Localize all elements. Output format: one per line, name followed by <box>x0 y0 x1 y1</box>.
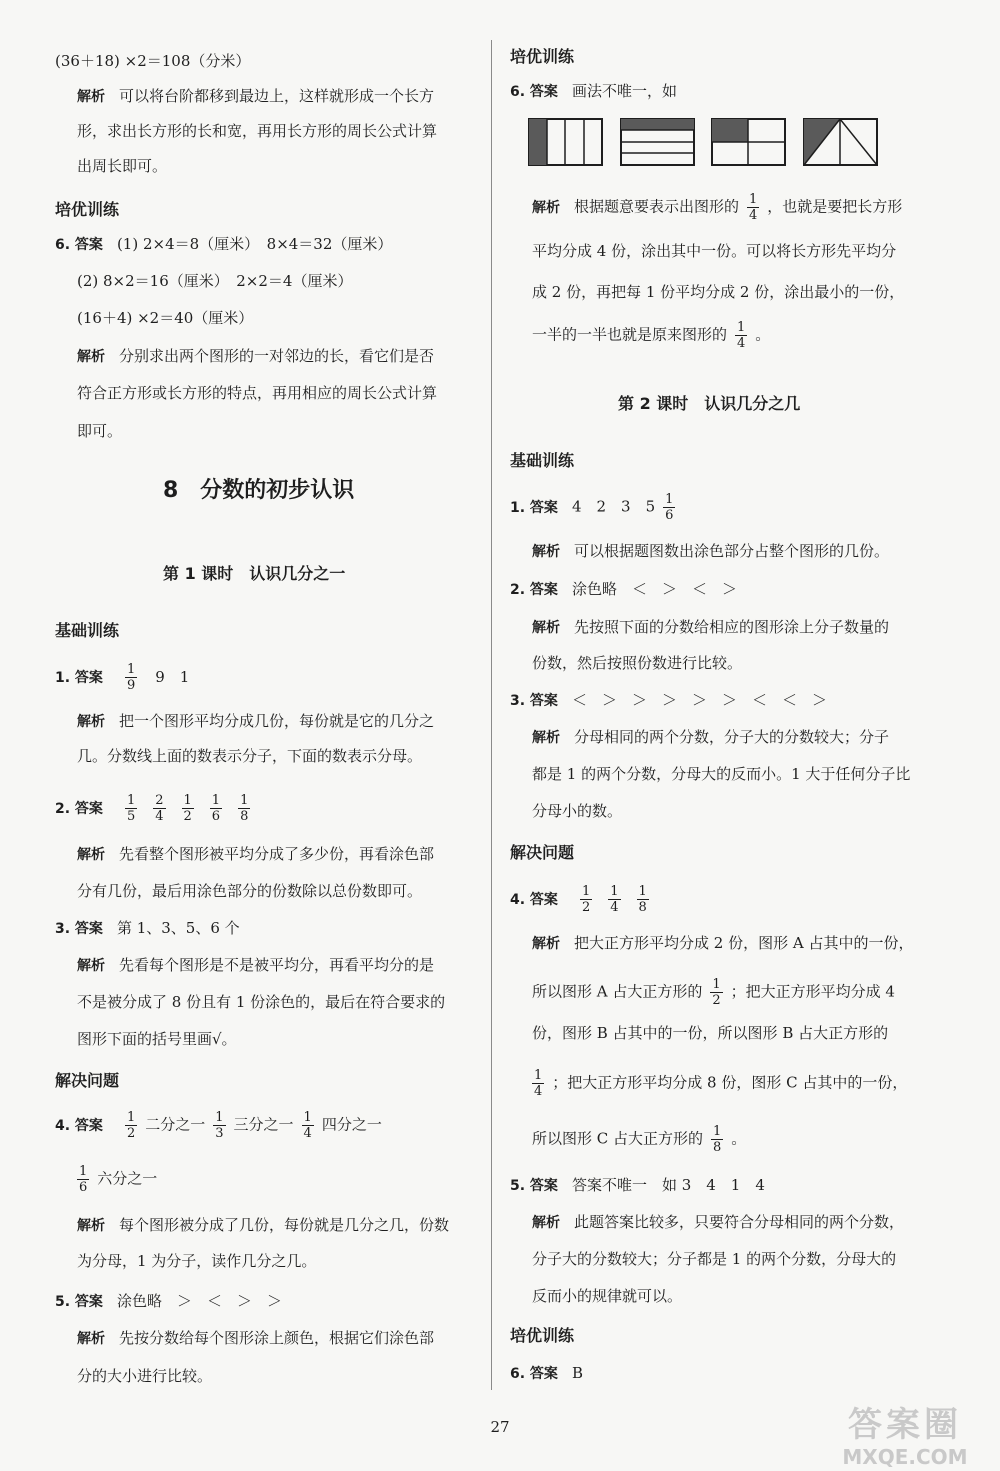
analysis-line <box>532 320 770 351</box>
analysis-text: 每个图形被分成了几份，每份就是几分之几，份数 <box>119 1216 450 1234</box>
watermark-logo <box>815 1405 995 1469</box>
section-heading-peiyou: 培优训练 <box>510 47 575 66</box>
section-heading-peiyou: 培优训练 <box>55 200 120 219</box>
fraction <box>125 1110 137 1141</box>
answer-text: 涂色略 ＞ ＜ ＞ ＞ <box>116 1292 282 1310</box>
denominator: 5 <box>126 809 136 824</box>
answer-line: (2) 8×2＝16（厘米） 2×2＝4（厘米） <box>77 272 353 290</box>
fraction <box>77 1164 89 1195</box>
fraction <box>238 793 250 824</box>
section-heading-jichu: 基础训练 <box>55 621 120 640</box>
numerator: 1 <box>79 1164 88 1179</box>
q4-answer <box>55 1110 382 1141</box>
denominator: 4 <box>303 1126 312 1141</box>
fraction <box>213 1110 225 1141</box>
lesson-title: 第 1 课时 认识几分之一 <box>163 564 346 583</box>
numerator: 1 <box>215 1110 224 1125</box>
answer-text: ＜ ＞ ＞ ＞ ＞ ＞ ＜ ＜ ＞ <box>571 691 827 709</box>
fraction <box>532 1068 544 1099</box>
analysis-line: 不是被分成了 8 份且有 1 份涂色的，最后在符合要求的 <box>77 993 446 1011</box>
analysis-text: ；把大正方形平均分成 4 <box>730 982 895 1001</box>
denominator: 9 <box>126 678 136 693</box>
fraction-reading: 三分之一 <box>233 1115 294 1134</box>
answer-line: (36＋18) ×2＝108（分米） <box>55 52 251 70</box>
q4-answer <box>510 884 657 915</box>
answer-text: B <box>571 1364 583 1382</box>
q6-answer <box>510 80 677 103</box>
fraction <box>711 1124 723 1155</box>
analysis-line <box>532 540 889 563</box>
fraction <box>182 793 194 824</box>
analysis-line: 形，求出长方形的长和宽，再用长方形的周长公式计算 <box>77 122 438 140</box>
denominator: 6 <box>665 508 674 523</box>
analysis-line: 符合正方形或长方形的特点，再用相应的周长公式计算 <box>77 384 438 402</box>
section-heading-jiejue: 解决问题 <box>55 1071 120 1090</box>
fraction <box>735 320 747 351</box>
answer-text: 涂色略 ＜ ＞ ＜ ＞ <box>571 580 737 598</box>
analysis-text: ；把大正方形平均分成 8 份，图形 C 占其中的一份， <box>552 1073 908 1092</box>
analysis-text: 把一个图形平均分成几份，每份就是它的几分之 <box>119 712 435 730</box>
q3-answer <box>510 689 827 712</box>
analysis-line: 都是 1 的两个分数，分母大的反而小。1 大于任何分子比 <box>532 765 911 783</box>
analysis-label: 解析 <box>77 714 105 730</box>
q1-answer <box>55 662 189 693</box>
section-heading-jiejue: 解决问题 <box>510 843 575 862</box>
denominator: 4 <box>737 336 746 351</box>
figure-grid-quarters <box>711 118 786 166</box>
denominator: 8 <box>713 1140 722 1155</box>
q2-answer <box>510 578 737 601</box>
analysis-text: 。 <box>731 1129 747 1148</box>
analysis-line <box>532 1211 904 1234</box>
rectangle-figures <box>528 118 908 170</box>
answer-label: 3. 答案 <box>55 921 103 937</box>
q4-answer-cont <box>77 1164 157 1195</box>
fraction <box>302 1110 314 1141</box>
numerator: 1 <box>126 793 136 808</box>
numerator: 1 <box>581 884 591 899</box>
analysis-line: 出周长即可。 <box>77 157 168 175</box>
analysis-line: 为分母，1 为分子，读作几分之几。 <box>77 1252 317 1270</box>
analysis-line <box>77 843 434 866</box>
answer-text: 答案不唯一 如 3 4 1 4 <box>571 1176 765 1194</box>
denominator: 2 <box>712 993 721 1008</box>
fraction <box>747 192 759 223</box>
analysis-line: 份，图形 B 占其中的一份，所以图形 B 占大正方形的 <box>532 1024 889 1042</box>
analysis-text: 先看整个图形被平均分成了多少份，再看涂色部 <box>119 845 435 863</box>
fraction <box>210 793 222 824</box>
denominator: 2 <box>183 809 192 824</box>
numerator: 1 <box>737 320 746 335</box>
fraction <box>710 977 722 1008</box>
denominator: 4 <box>155 809 164 824</box>
analysis-line <box>77 85 434 108</box>
answer-label: 6. 答案 <box>55 237 103 253</box>
analysis-line <box>532 977 895 1008</box>
analysis-label: 解析 <box>532 1215 560 1231</box>
answer-label: 2. 答案 <box>510 582 558 598</box>
analysis-label: 解析 <box>77 1331 105 1347</box>
analysis-label: 解析 <box>532 199 560 216</box>
answer-label: 3. 答案 <box>510 693 558 709</box>
analysis-text: 分母相同的两个分数，分子大的分数较大；分子 <box>574 728 890 746</box>
numerator: 1 <box>665 492 674 507</box>
analysis-line: 分的大小进行比较。 <box>77 1367 213 1385</box>
answer-label: 6. 答案 <box>510 1366 558 1382</box>
analysis-label: 解析 <box>77 958 105 974</box>
numerator: 1 <box>638 884 647 899</box>
numerator: 1 <box>183 793 192 808</box>
analysis-text: 把大正方形平均分成 2 份，图形 A 占其中的一份， <box>574 934 914 952</box>
answer-label: 4. 答案 <box>55 1117 103 1134</box>
section-heading-jichu: 基础训练 <box>510 451 575 470</box>
numerator: 2 <box>155 793 164 808</box>
analysis-line <box>77 710 434 733</box>
analysis-line <box>77 1327 434 1350</box>
q6-answer <box>55 233 392 256</box>
numerator: 1 <box>211 793 221 808</box>
analysis-text: 。 <box>755 325 771 344</box>
q5-answer <box>55 1290 282 1313</box>
analysis-text: 可以根据题图数出涂色部分占整个图形的几份。 <box>574 542 890 560</box>
page-number: 27 <box>490 1418 510 1436</box>
q3-answer <box>55 917 240 940</box>
numerator: 1 <box>126 662 136 677</box>
denominator: 3 <box>215 1126 224 1141</box>
analysis-label: 解析 <box>77 349 105 365</box>
analysis-line: 平均分成 4 份，涂出其中一份。可以将长方形先平均分 <box>532 242 897 260</box>
fraction <box>663 492 675 523</box>
fraction <box>580 884 592 915</box>
fraction <box>125 662 137 693</box>
answer-line: (16＋4) ×2＝40（厘米） <box>77 309 254 327</box>
denominator: 4 <box>534 1084 543 1099</box>
answer-text: 9 1 <box>155 667 190 686</box>
section-heading-peiyou: 培优训练 <box>510 1326 575 1345</box>
analysis-text: ，也就是要把长方形 <box>767 197 903 216</box>
analysis-line: 分母小的数。 <box>532 802 623 820</box>
answer-label: 1. 答案 <box>510 499 558 516</box>
analysis-line <box>532 616 889 639</box>
numerator: 1 <box>303 1110 312 1125</box>
analysis-text: 所以图形 A 占大正方形的 <box>532 982 703 1001</box>
analysis-line: 份数，然后按照份数进行比较。 <box>532 654 743 672</box>
analysis-label: 解析 <box>532 730 560 746</box>
answer-label: 1. 答案 <box>55 669 103 686</box>
fraction-reading: 六分之一 <box>97 1169 158 1188</box>
fraction-reading: 四分之一 <box>321 1115 382 1134</box>
denominator: 8 <box>240 809 249 824</box>
analysis-line <box>532 1124 746 1155</box>
answer-label: 2. 答案 <box>55 800 103 817</box>
denominator: 2 <box>581 900 591 915</box>
analysis-label: 解析 <box>532 620 560 636</box>
denominator: 4 <box>749 208 758 223</box>
answer-label: 6. 答案 <box>510 84 558 100</box>
q1-answer <box>510 492 683 523</box>
q6b-answer <box>510 1362 583 1385</box>
analysis-line: 几。分数线上面的数表示分子，下面的数表示分母。 <box>77 747 423 765</box>
column-divider <box>491 40 492 1390</box>
q2-answer <box>55 793 258 824</box>
analysis-text: 一半的一半也就是原来图形的 <box>532 325 728 344</box>
analysis-line: 反而小的规律就可以。 <box>532 1287 683 1305</box>
figure-triangle-quarters <box>803 118 878 166</box>
analysis-line <box>532 192 902 223</box>
analysis-line: 即可。 <box>77 422 123 440</box>
figure-horizontal-quarters <box>620 118 695 166</box>
analysis-line <box>532 932 913 955</box>
numerator: 1 <box>126 1110 136 1125</box>
analysis-line <box>77 1214 449 1237</box>
analysis-label: 解析 <box>77 89 105 105</box>
fraction <box>125 793 137 824</box>
answer-label: 5. 答案 <box>510 1178 558 1194</box>
analysis-line: 图形下面的括号里画√。 <box>77 1030 237 1048</box>
numerator: 1 <box>712 977 721 992</box>
analysis-text: 根据题意要表示出图形的 <box>574 197 740 216</box>
numerator: 1 <box>534 1068 543 1083</box>
lesson-title: 第 2 课时 认识几分之几 <box>618 394 801 413</box>
analysis-label: 解析 <box>532 544 560 560</box>
chapter-title: 8 分数的初步认识 <box>163 478 355 503</box>
denominator: 6 <box>211 809 221 824</box>
fraction <box>608 884 620 915</box>
analysis-text: 分别求出两个图形的一对邻边的长，看它们是否 <box>119 347 435 365</box>
analysis-line <box>77 345 434 368</box>
fraction <box>153 793 165 824</box>
analysis-line <box>532 726 889 749</box>
figure-vertical-quarters <box>528 118 603 166</box>
analysis-line <box>77 954 434 977</box>
answer-text: 4 2 3 5 <box>571 497 656 516</box>
analysis-line: 分子大的分数较大；分子都是 1 的两个分数，分母大的 <box>532 1250 897 1268</box>
analysis-line <box>532 1068 907 1099</box>
analysis-label: 解析 <box>532 936 560 952</box>
analysis-label: 解析 <box>77 1218 105 1234</box>
denominator: 8 <box>638 900 647 915</box>
analysis-label: 解析 <box>77 847 105 863</box>
analysis-text: 此题答案比较多，只要符合分母相同的两个分数， <box>574 1213 905 1231</box>
fraction <box>637 884 649 915</box>
denominator: 4 <box>610 900 619 915</box>
q5-answer <box>510 1174 765 1197</box>
analysis-line: 成 2 份，再把每 1 份平均分成 2 份，涂出最小的一份， <box>532 283 905 301</box>
answer-label: 4. 答案 <box>510 891 558 908</box>
fraction-reading: 二分之一 <box>145 1115 206 1134</box>
answer-text: 第 1、3、5、6 个 <box>116 919 240 937</box>
numerator: 1 <box>240 793 249 808</box>
watermark-text: 答案圈 <box>848 1405 962 1445</box>
numerator: 1 <box>713 1124 722 1139</box>
denominator: 6 <box>79 1180 88 1195</box>
numerator: 1 <box>749 192 758 207</box>
numerator: 1 <box>610 884 619 899</box>
analysis-text: 先按分数给每个图形涂上颜色，根据它们涂色部 <box>119 1329 435 1347</box>
watermark-url: MXQE.COM <box>842 1445 968 1469</box>
answer-text: 画法不唯一，如 <box>571 82 677 100</box>
analysis-text: 可以将台阶都移到最边上，这样就形成一个长方 <box>119 87 435 105</box>
analysis-line: 分有几份，最后用涂色部分的份数除以总份数即可。 <box>77 882 423 900</box>
answer-text: (1) 2×4＝8（厘米） 8×4＝32（厘米） <box>116 235 393 253</box>
denominator: 2 <box>126 1126 136 1141</box>
analysis-text: 先按照下面的分数给相应的图形涂上分子数量的 <box>574 618 890 636</box>
analysis-text: 所以图形 C 占大正方形的 <box>532 1129 704 1148</box>
answer-label: 5. 答案 <box>55 1294 103 1310</box>
analysis-text: 先看每个图形是不是被平均分，再看平均分的是 <box>119 956 435 974</box>
